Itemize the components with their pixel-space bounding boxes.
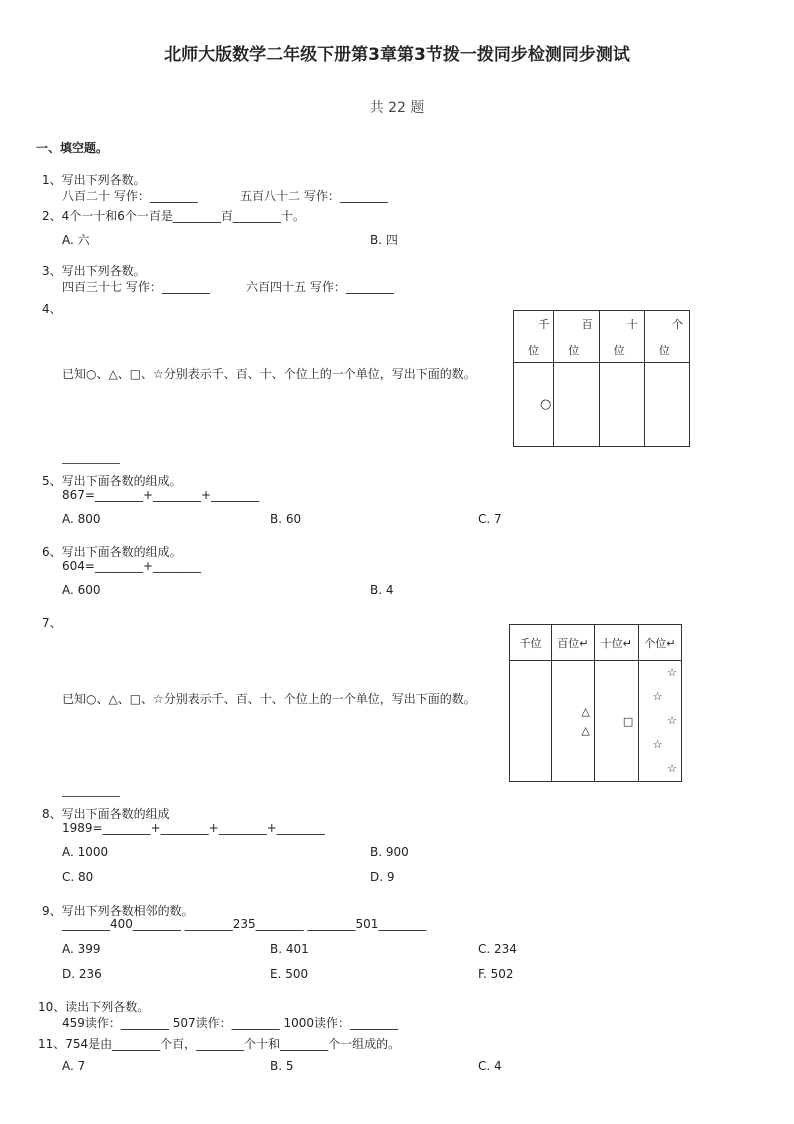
q7-number: 7、: [42, 616, 62, 630]
q11-option-a: A. 7: [62, 1059, 86, 1073]
q1-line1: 八百二十 写作：________: [62, 189, 198, 203]
q4-hundreds-cell: [554, 363, 599, 447]
q7-star-mark: ☆: [652, 738, 663, 751]
q7-tens-cell: [594, 661, 638, 782]
q5-option-b: B. 60: [270, 512, 302, 526]
q1-line2: 五百八十二 写作：________: [240, 189, 388, 203]
q7-star-mark: ☆: [652, 690, 663, 703]
q7-header-hundreds: 百位↵: [551, 625, 594, 661]
q8-option-c: C. 80: [62, 870, 94, 884]
q7-header-tens: 十位↵: [594, 625, 638, 661]
q4-answer-line: [62, 463, 120, 464]
q4-header-hundreds: 百 位: [554, 311, 599, 363]
q2-stem: 2、4个一十和6个一百是________百________十。: [42, 209, 305, 223]
q8-equation: 1989=________+________+________+________: [62, 821, 325, 835]
q9-option-c: C. 234: [478, 942, 517, 956]
q7-star-mark: ☆: [667, 714, 677, 727]
q4-header-tens: 十 位: [599, 311, 644, 363]
q3-line2: 六百四十五 写作：________: [246, 280, 394, 294]
q9-stem: 9、写出下列各数相邻的数。: [42, 904, 194, 918]
q8-stem: 8、写出下面各数的组成: [42, 807, 170, 821]
q2-option-b: B. 四: [370, 233, 398, 247]
q7-square-mark: □: [622, 714, 634, 728]
q1-stem: 1、写出下列各数。: [42, 173, 146, 187]
q11-option-c: C. 4: [478, 1059, 502, 1073]
q7-header-thousands: 千位: [510, 625, 552, 661]
q4-number: 4、: [42, 302, 62, 316]
q4-tens-cell: [599, 363, 644, 447]
q9-equation: ________400________ ________235________ ________501________: [62, 917, 427, 931]
q4-header-thousands: 千 位: [514, 311, 554, 363]
q7-hundreds-cell: [551, 661, 594, 782]
q7-triangle-mark: △: [581, 705, 590, 718]
q7-star-mark: ☆: [667, 666, 677, 679]
document-title: 北师大版数学二年级下册第3章第3节拨一拨同步检测同步测试: [164, 45, 630, 65]
q8-option-a: A. 1000: [62, 845, 109, 859]
q9-option-b: B. 401: [270, 942, 309, 956]
q7-thousands-cell: [510, 661, 552, 782]
q5-equation: 867=________+________+________: [62, 488, 260, 502]
q5-option-a: A. 800: [62, 512, 101, 526]
question-count: 共 22 题: [369, 100, 425, 116]
q10-equation: 459读作：________ 507读作：________ 1000读作：________: [62, 1016, 398, 1030]
q11-option-b: B. 5: [270, 1059, 294, 1073]
q9-option-d: D. 236: [62, 967, 102, 981]
q4-circle-mark: ○: [514, 363, 554, 447]
q7-header-ones: 个位↵: [638, 625, 681, 661]
q7-ones-cell: [638, 661, 681, 782]
q11-stem: 11、754是由________个百，________个十和________个一组成的。: [38, 1037, 401, 1051]
q6-option-b: B. 4: [370, 583, 394, 597]
q9-option-f: F. 502: [478, 967, 514, 981]
q5-stem: 5、写出下面各数的组成。: [42, 474, 182, 488]
q9-option-a: A. 399: [62, 942, 101, 956]
q8-option-b: B. 900: [370, 845, 409, 859]
q3-line1: 四百三十七 写作：________: [62, 280, 210, 294]
q7-place-value-table: [509, 624, 682, 782]
q6-equation: 604=________+________: [62, 559, 202, 573]
q3-stem: 3、写出下列各数。: [42, 264, 146, 278]
q4-text: 已知○、△、□、☆分别表示千、百、十、个位上的一个单位，写出下面的数。: [62, 367, 476, 381]
q8-option-d: D. 9: [370, 870, 395, 884]
q6-option-a: A. 600: [62, 583, 101, 597]
q5-option-c: C. 7: [478, 512, 502, 526]
q7-text: 已知○、△、□、☆分别表示千、百、十、个位上的一个单位，写出下面的数。: [62, 692, 476, 706]
q6-stem: 6、写出下面各数的组成。: [42, 545, 182, 559]
q7-answer-line: [62, 796, 120, 797]
q2-option-a: A. 六: [62, 233, 90, 247]
q7-triangle-mark: △: [581, 724, 590, 737]
section-heading: 一、填空题。: [36, 141, 109, 155]
q4-place-value-table: [513, 310, 690, 447]
q4-header-ones: 个 位: [644, 311, 689, 363]
q10-stem: 10、读出下列各数。: [38, 1000, 150, 1014]
q4-ones-cell: [644, 363, 689, 447]
q9-option-e: E. 500: [270, 967, 309, 981]
q7-star-mark: ☆: [667, 762, 677, 775]
